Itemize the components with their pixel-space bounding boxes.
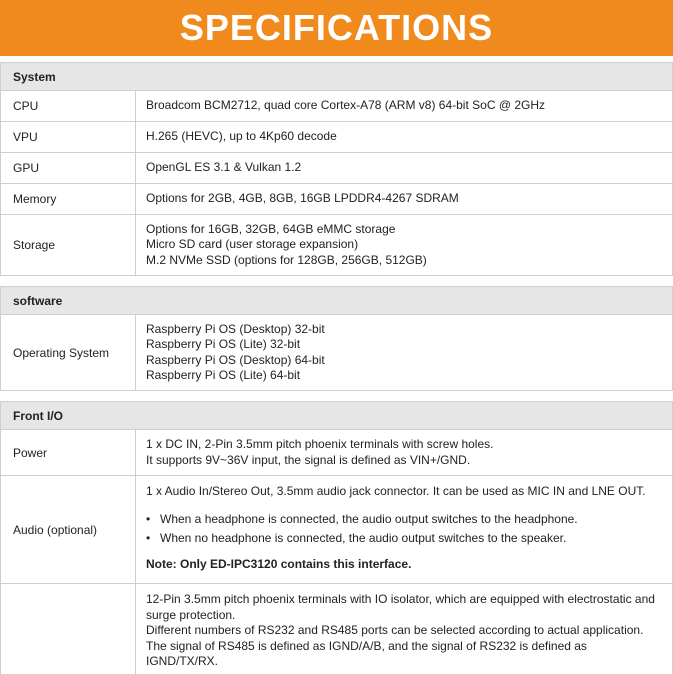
spec-label: Memory (1, 184, 136, 214)
spec-value: Raspberry Pi OS (Desktop) 32-bit Raspberry Pi OS (Lite) 32-bit Raspberry Pi OS (Desktop) 64-bit Raspberry Pi OS (Lite) 64-bit (146, 321, 325, 382)
page-title: SPECIFICATIONS (179, 7, 494, 48)
spec-value: Broadcom BCM2712, quad core Cortex-A78 (ARM v8) 64-bit SoC @ 2GHz (146, 98, 546, 113)
spec-value: H.265 (HEVC), up to 4Kp60 decode (146, 129, 337, 144)
note-text: Note: Only ED-IPC3120 contains this interface. (146, 556, 412, 571)
spec-row-cpu (1, 91, 672, 122)
spec-label: Power (1, 430, 136, 475)
section-heading: System (1, 62, 672, 91)
spec-value: Options for 16GB, 32GB, 64GB eMMC storage Micro SD card (user storage expansion) M.2 NVMe SSD (options for 128GB, 256GB, 512GB) (146, 221, 427, 267)
section-front-io (0, 401, 673, 674)
list-item: • When a headphone is connected, the audio output switches to the headphone. (146, 511, 578, 526)
spec-label: Storage (1, 215, 136, 275)
spec-row-gpu (1, 153, 672, 184)
spec-row-power (1, 430, 672, 476)
spec-label: VPU (1, 122, 136, 152)
spec-row-io (1, 584, 672, 674)
section-heading: Front I/O (1, 401, 672, 430)
spec-row-operating-system (1, 315, 672, 391)
spec-row-audio (1, 476, 672, 584)
spec-value: Options for 2GB, 4GB, 8GB, 16GB LPDDR4-4267 SDRAM (146, 191, 459, 206)
section-heading: software (1, 286, 672, 315)
spec-label: Operating System (1, 315, 136, 390)
spec-value: 12-Pin 3.5mm pitch phoenix terminals with IO isolator, which are equipped with electrostatic and surge protection. Different numbers of RS232 and RS485 ports can be selected according to actual application. The signal of RS485 is defined as IGND/A/B, and the signal of RS232 is defined as IGND/TX/RX. (146, 592, 655, 668)
spec-row-vpu (1, 122, 672, 153)
spec-label (1, 584, 136, 674)
spec-label: GPU (1, 153, 136, 183)
specifications-banner (0, 0, 673, 60)
section-system (0, 62, 673, 276)
spec-row-memory (1, 184, 672, 215)
spec-row-storage (1, 215, 672, 276)
spec-value: 1 x Audio In/Stereo Out, 3.5mm audio jack connector. It can be used as MIC IN and LNE OUT. • When a headphone is connected, the audio output switches to the headphone. • When no headphone is connected, the audio output switches to the speaker. Note: Only ED-IPC3120 contains this interface. (146, 484, 646, 571)
spec-label: CPU (1, 91, 136, 121)
spec-value: OpenGL ES 3.1 & Vulkan 1.2 (146, 160, 302, 175)
spec-value: 1 x DC IN, 2-Pin 3.5mm pitch phoenix terminals with screw holes. It supports 9V~36V input, the signal is defined as VIN+/GND. (146, 437, 494, 467)
section-software (0, 286, 673, 391)
spec-label: Audio (optional) (1, 476, 136, 583)
list-item: • When no headphone is connected, the audio output switches to the speaker. (146, 531, 567, 545)
